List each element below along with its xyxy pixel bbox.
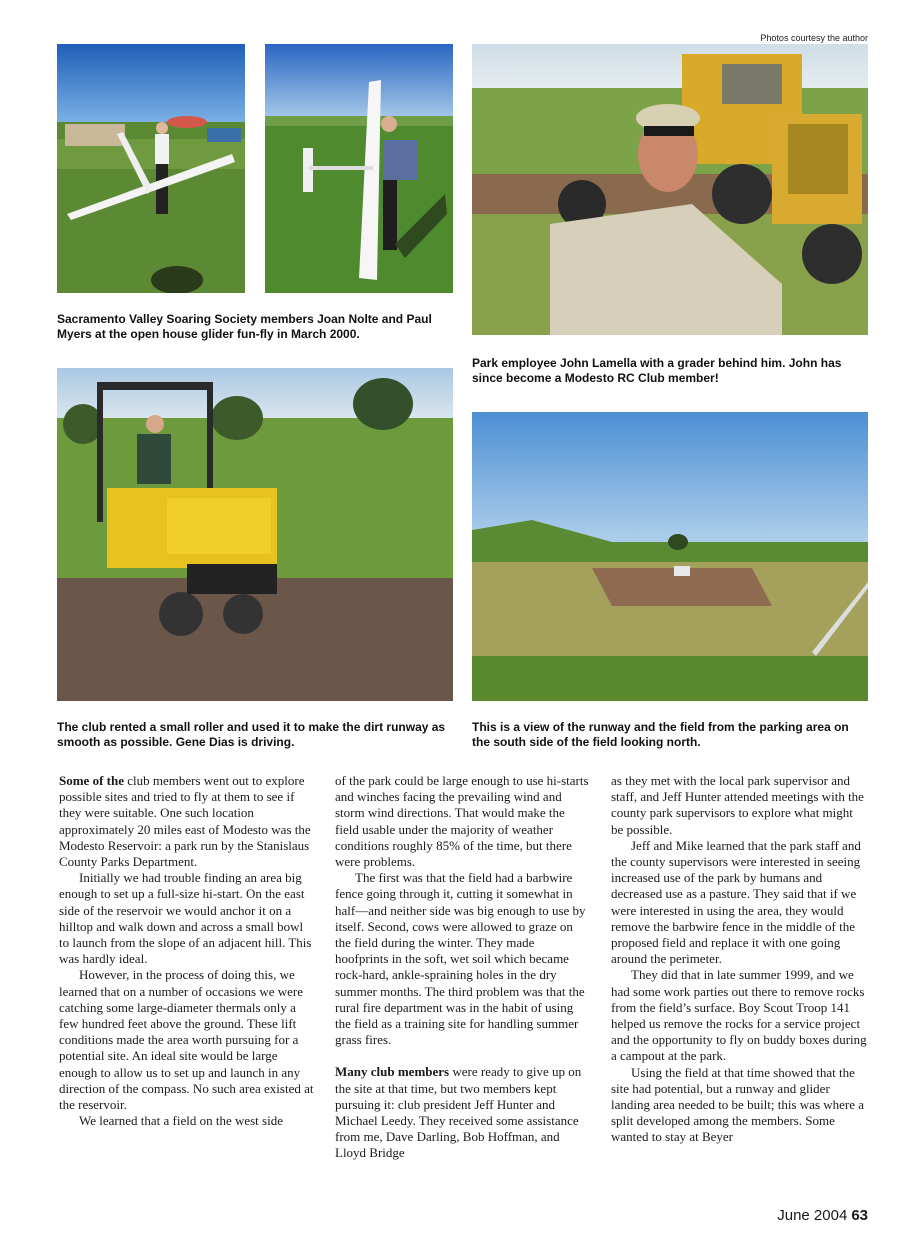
photo-paul-myers-glider <box>265 44 453 293</box>
article-column-3 <box>611 773 867 1146</box>
paragraph: Jeff and Mike learned that the park staff and the county supervisors were interested in seeing increased use of the park by humans and decreased use as a pasture. They said that if we were interested in using the area, they would remove the barbwire fence in the middle of the proposed field and replace it with one going around the perimeter. <box>611 837 861 967</box>
photo-joan-nolte-glider <box>57 44 245 293</box>
lead-in: Some of the <box>59 773 124 788</box>
photo-runway-field-view <box>472 412 868 701</box>
caption-park-employee: Park employee John Lamella with a grader behind him. John has since become a Modesto RC Club member! <box>472 356 842 385</box>
paragraph: Many club members were ready to give up on the site at that time, but two members kept pursuing it: club president Jeff Hunter and Michael Leedy. They received some assistance from me, Dave Darling, Bob Hoffman, and Lloyd Bridge <box>335 1064 582 1161</box>
paragraph: The first was that the field had a barbwire fence going through it, cutting it somewhat in half—and neither side was big enough to use by itself. Second, cows were allowed to graze on the field during the winter. They made hoofprints in the soft, wet soil which became rock-hard, ankle-spraining holes in the dry summer months. The third problem was that the rural fire department was in the habit of using the field as a training site for handling summer grass fires. <box>335 870 586 1048</box>
photo-roller-runway <box>57 368 453 701</box>
paragraph: as they met with the local park supervisor and staff, and Jeff Hunter attended meetings with the county park supervisors to explore what might be possible. <box>611 773 864 837</box>
issue-date: June 2004 <box>777 1207 848 1224</box>
article-column-1 <box>59 773 315 1129</box>
paragraph: We learned that a field on the west side <box>79 1113 283 1129</box>
lead-in: Many club members <box>335 1064 450 1080</box>
paragraph: of the park could be large enough to use hi-starts and winches facing the prevailing wind and storm wind directions. That would make the field usable under the majority of weather conditions roughly 85% of the time, but there were problems. <box>335 773 589 870</box>
paragraph: Some of the club members went out to explore possible sites and tried to fly at them to see if they were suitable. One such location approximately 20 miles east of Modesto was the Modesto Reservoir: a park run by the Stanislaus County Parks Department. <box>59 773 311 870</box>
paragraph: Using the field at that time showed that the site had potential, but a runway and glider landing area needed to be built; this was where a split developed among the members. Some wanted to stay at Beyer <box>611 1064 865 1145</box>
caption-roller: The club rented a small roller and used it to make the dirt runway as smooth as possible. Gene Dias is driving. <box>57 720 446 749</box>
paragraph: However, in the process of doing this, we learned that on a number of occasions we were catching some large-diameter thermals only a few hundred feet above the ground. These lift conditions made the area worth pursuing for a potential site. An ideal site would be large enough to allow us to set up and launch in any direction of the compass. No such area existed at the reservoir. <box>59 967 314 1113</box>
page-number: 63 <box>851 1207 868 1224</box>
article-column-2 <box>335 773 591 1162</box>
page-folio <box>777 1207 868 1224</box>
photo-credit: Photos courtesy the author <box>760 33 868 43</box>
paragraph: Initially we had trouble finding an area big enough to set up a full-size hi-start. On the east side of the reservoir we would anchor it on a hilltop and walk down and across a small bowl to launch from the slope of an adjacent hill. This was hardly ideal. <box>59 870 312 967</box>
caption-glider-funfly: Sacramento Valley Soaring Society members Joan Nolte and Paul Myers at the open house glider fun-fly in March 2000. <box>57 312 432 341</box>
caption-runway-view: This is a view of the runway and the field from the parking area on the south side of the field looking north. <box>472 720 849 749</box>
photo-john-lamella-grader <box>472 44 868 335</box>
paragraph: They did that in late summer 1999, and we had some work parties out there to remove rocks from the field’s surface. Boy Scout Troop 141 helped us remove the rocks for a service project and the opportunity to fly on buddy boxes during a campout at the park. <box>611 967 867 1064</box>
